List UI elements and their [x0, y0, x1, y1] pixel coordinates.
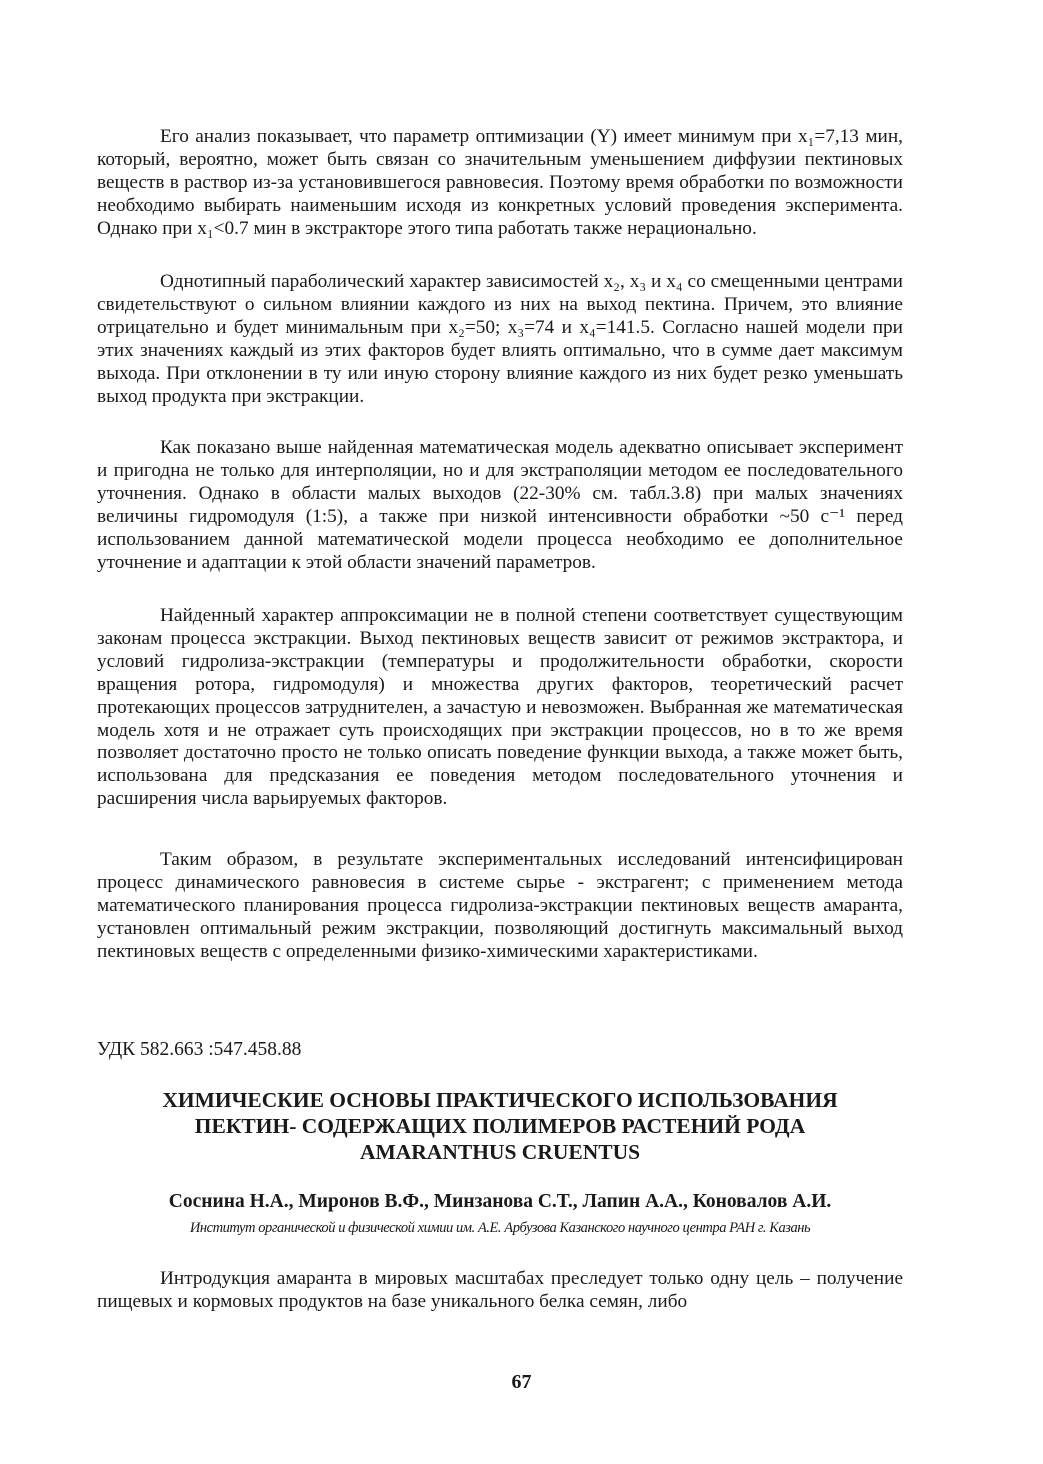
page-number: 67	[511, 1371, 532, 1393]
title-line-3: AMARANTHUS CRUENTUS	[359, 1140, 641, 1164]
title-line-1: ХИМИЧЕСКИЕ ОСНОВЫ ПРАКТИЧЕСКОГО ИСПОЛЬЗОВАНИЯ	[162, 1088, 838, 1112]
udc-code: УДК 582.663 :547.458.88	[97, 1039, 302, 1060]
paragraph-3: Как показано выше найденная математическая модель адекватно описывает эксперимент и пригодна не только для интерполяции, но и для экстраполяции методом ее последовательного уточнения. Однако в области малых выходов (22-30% см. табл.3.8) при малых значениях величины гидромодуля (1:5), а также при низкой интенсивности обработки ~50 с⁻¹ перед использованием данной математической модели процесса необходимо ее дополнительное уточнение и адаптации к этой области значений параметров.	[97, 437, 903, 573]
paragraph-4: Найденный характер аппроксимации не в полной степени соответствует существующим законам процесса экстракции. Выход пектиновых веществ зависит от режимов экстрактора, и условий гидролиза-экстракции (температуры и продолжительности обработки, скорости вращения ротора, гидромодуля) и множества других факторов, теоретический расчет протекающих процессов затруднителен, а зачастую и невозможен. Выбранная же математическая модель хотя и не отражает суть происходящих при экстракции процессов, но в то же время позволяет достаточно просто не только описать поведение функции выхода, а также может быть, использована для предсказания ее поведения методом последовательного уточнения и расширения числа варьируемых факторов.	[97, 605, 903, 810]
paragraph-1: Его анализ показывает, что параметр оптимизации (Y) имеет минимум при x₁=7,13 мин, который, вероятно, может быть связан со значительным уменьшением диффузии пектиновых веществ в раствор из-за установившегося равновесия. Поэтому время обработки по возможности необходимо выбирать наименьшим исходя из конкретных условий проведения эксперимента. Однако при x₁<0.7 мин в экстракторе этого типа работать также нерационально.	[97, 126, 903, 239]
intro-paragraph: Интродукция амаранта в мировых масштабах преследует только одну цель – получение пищевых и кормовых продуктов на базе уникального белка семян, либо	[97, 1268, 903, 1312]
affiliation-line: Институт органической и физической химии им. А.Е. Арбузова Казанского научного центра РАН г. Казань	[189, 1220, 811, 1236]
article-title	[97, 1087, 903, 1165]
paragraph-2: Однотипный параболический характер зависимостей x₂, x₃ и x₄ со смещенными центрами свидетельствуют о сильном влиянии каждого из них на выход пектина. Причем, это влияние отрицательно и будет минимальным при x₂=50; x₃=74 и x₄=141.5. Согласно нашей модели при этих значениях каждый из этих факторов будет влиять оптимально, что в сумме дает максимум выхода. При отклонении в ту или иную сторону влияние каждого из них будет резко уменьшать выход продукта при экстракции.	[97, 271, 903, 407]
paragraph-5: Таким образом, в результате экспериментальных исследований интенсифицирован процесс динамического равновесия в системе сырье - экстрагент; с применением метода математического планирования процесса гидролиза-экстракции пектиновых веществ амаранта, установлен оптимальный режим экстракции, позволяющий достигнуть максимальный выход пектиновых веществ с определенными физико-химическими характеристиками.	[97, 849, 903, 962]
title-line-2: ПЕКТИН- СОДЕРЖАЩИХ ПОЛИМЕРОВ РАСТЕНИЙ РОДА	[194, 1114, 806, 1138]
authors-line: Соснина Н.А., Миронов В.Ф., Минзанова С.Т., Лапин А.А., Коновалов А.И.	[168, 1191, 832, 1212]
